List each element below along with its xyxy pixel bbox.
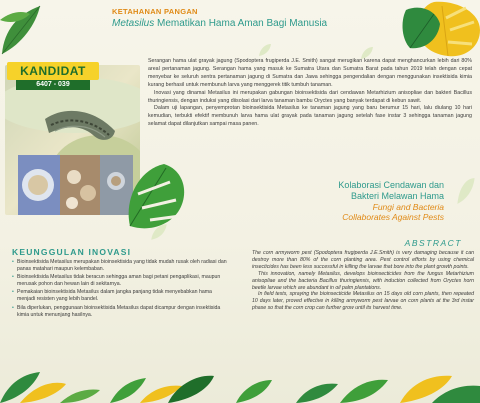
list-item: • Pemakaian bioinsektisida Metasilus dalam jangka panjang tidak menyebabkan hama menjadi resisten yang lebih bandel.	[12, 289, 227, 303]
title-italic: Metasilus	[112, 18, 155, 29]
keunggulan-list	[12, 259, 227, 320]
subtitle-en-line-1: Fungi and Bacteria	[372, 202, 444, 212]
small-leaf-icon	[456, 176, 476, 206]
keunggulan-heading: KEUNGGULAN INOVASI	[12, 247, 132, 257]
abstract-paragraph: This innovation, namely Metasilus, develops bioinsecticides from the fungus Metarhizium anisopliae and the bacteria Bacillus thuringiensis, with induction collected from Oryctes horn beetle larvae which are abundant in oil palm plantations.	[252, 270, 474, 291]
subtitle-line-2: Bakteri Melawan Hama	[350, 191, 444, 201]
main-body-text	[148, 58, 472, 129]
abstract-heading: ABSTRACT	[404, 238, 462, 248]
fungus-sample-photo	[18, 155, 133, 215]
kandidat-code: 6407 - 039	[16, 80, 90, 90]
kicker-label: KETAHANAN PANGAN	[112, 7, 198, 16]
abstract-text	[252, 250, 474, 312]
list-item: • Bila diperlukan, penggunaan bioinsektisida Metasilus dapat dicampur dengan insektisida kimia untuk menunjang hasilnya.	[12, 305, 227, 319]
list-item: • Bioinsektisida Metasilus tidak beracun sehingga aman bagi petani pengaplikasi, maupun merusak pohon dan hewan lain di sekitarnya.	[12, 274, 227, 288]
main-paragraph: Inovasi yang dinamai Metasilus ini merupakan gabungan bioinsektisida dari cendawan Metarhizium anisopliae dan bakteri Bacillus thuringiensis, dengan induksi yang diisolasi dari larva tanaman bambu Oryctes yang banyak terdapat di kebun sawit.	[148, 89, 472, 104]
abstract-paragraph: The corn armyworm pest (Spodoptera frugiperda J.E.Smith) is very damaging because it can destroy more than 80% of the corn planting area. Pest control efforts by using chemical insecticides has been less successful in killing the larvae that bore into the plant growth points.	[252, 250, 474, 270]
bottom-foliage-icon	[0, 366, 480, 403]
title-rest: Mematikan Hama Aman Bagi Manusia	[154, 18, 328, 29]
small-leaf-icon	[150, 223, 168, 241]
abstract-paragraph: In field tests, spraying the bioinsecticide Metasilus on 15 days old corn plants, then repeated 10 days later, proved effective in killing armyworm pest larvae on corn plants at the 3rd instar phase so that the corn crop can further grow until its harvest time.	[252, 291, 474, 312]
monstera-leaf-icon	[398, 0, 480, 58]
subtitle-en-line-2: Collaborates Against Pests	[342, 212, 444, 222]
main-paragraph: Dalam uji lapangan, penyemprotan bioinsektisida Metasilus ke tanaman jagung yang baru berumur 15 hari, lalu diulang 10 hari kemudian, terbukti efektif membunuh larva hama ulat grayak pada tanaman jagung setelah fase instar 3 sehingga tanaman jagung selamat dapat dilanjutkan sampai masa panen.	[148, 105, 472, 128]
list-item: • Bioinsektisida Metasilus merupakan bioinsektisida yang tidak mudah rusak oleh radiasi dan panas matahari maupun kelembaban.	[12, 259, 227, 273]
small-leaf-icon	[258, 43, 272, 57]
kandidat-badge	[7, 62, 99, 80]
kandidat-label: KANDIDAT	[20, 64, 86, 78]
main-paragraph: Serangan hama ulat grayak jagung (Spodoptera frugiperda J.E. Smith) sangat merugikan karena dapat menghancurkan lebih dari 80% areal pertanaman jagung. Serangan hama yang masuk ke Sumatra Utara dan Sumatra Barat pada tahun 2019 telah dengan cepat menyebar ke seluruh sentra pertanaman jagung di Sumatra dan Jawa sehingga pengendalian dengan menggunakan insektisida kimia kurang berhasil untuk membunuh larva yang menggerek titik tumbuh tanaman.	[148, 58, 472, 88]
leaf-top-left-icon	[0, 0, 48, 56]
page-title	[112, 18, 412, 29]
subtitle-line-1: Kolaborasi Cendawan dan	[338, 180, 444, 190]
palm-leaf-icon	[120, 160, 190, 232]
section-subtitle	[338, 180, 444, 222]
